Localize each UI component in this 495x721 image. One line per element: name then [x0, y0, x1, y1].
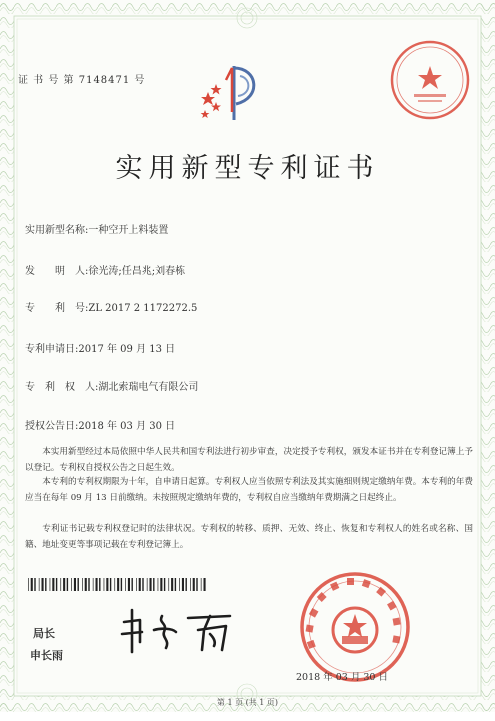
field-grant-date: [25, 417, 175, 432]
national-emblem-seal-icon: [298, 570, 412, 684]
barcode-icon: [28, 578, 206, 591]
red-seal-top-icon: [388, 38, 472, 122]
field-value: 2017 年 09 月 13 日: [78, 344, 176, 355]
field-patent-number: [25, 299, 197, 314]
field-value: ZL 2017 2 1172272.5: [88, 303, 198, 314]
cnipa-logo-icon: [196, 62, 268, 124]
field-patentee: [25, 378, 198, 393]
paragraph-term: 本专利的专利权期限为十年，自申请日起算。专利权人应当依照专利法及其实施细则规定缴纳年费。本专利的年费应当在每年 09 月 13 日前缴纳。未按照规定缴纳年费的，专利权自应当缴纳年费期满之日起终止。: [25, 477, 473, 503]
field-label: 专 利 号:: [25, 303, 89, 314]
certificate-title: 实用新型专利证书: [115, 153, 380, 184]
field-label: 授权公告日:: [25, 421, 79, 432]
field-inventors: [25, 262, 185, 277]
field-label: 实用新型名称:: [25, 225, 89, 236]
field-value: 2018 年 03 月 30 日: [78, 421, 176, 432]
paragraph-legal-status: 专利证书记载专利权登记时的法律状况。专利权的转移、质押、无效、终止、恢复和专利权人的姓名或名称、国籍、地址变更等事项记载在专利登记簿上。: [25, 524, 473, 550]
field-label: 专 利 权 人:: [25, 382, 99, 393]
field-label: 专利申请日:: [25, 344, 79, 355]
bottom-strip: [0, 712, 495, 721]
paragraph-grant: 本实用新型经过本局依照中华人民共和国专利法进行初步审查，决定授予专利权，颁发本证书并在专利登记簿上予以登记。专利权自授权公告之日起生效。: [25, 447, 473, 473]
signature-icon: [118, 604, 238, 656]
field-label: 发 明 人:: [25, 266, 89, 277]
director-title: 局长: [33, 627, 55, 640]
field-utility-model-name: [25, 221, 168, 236]
field-value: 湖北索瑞电气有限公司: [98, 382, 199, 393]
director-name: 申长雨: [30, 649, 63, 662]
issue-date: 2018 年 03 月 30 日: [296, 672, 388, 683]
certificate-number: 证 书 号 第 7148471 号: [18, 75, 146, 86]
page-number: 第 1 页 (共 1 页): [216, 698, 279, 707]
field-application-date: [25, 340, 175, 355]
field-value: 一种空开上料装置: [88, 225, 169, 236]
field-value: 徐光涛;任昌兆;刘春栋: [88, 266, 186, 277]
